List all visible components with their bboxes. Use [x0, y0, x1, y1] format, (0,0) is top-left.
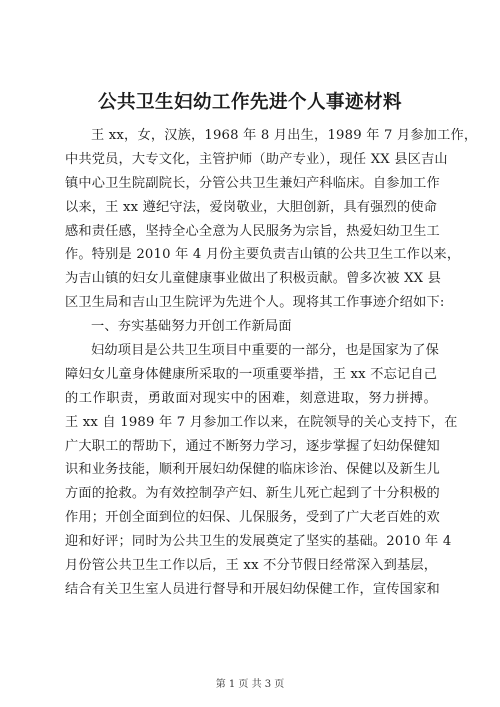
document-body: [65, 124, 478, 602]
text-line: 镇中心卫生院副院长，分管公共卫生兼妇产科临床。自参加工作: [65, 175, 440, 191]
text-line: 感和责任感，坚持全心全意为人民服务为宗旨，热爱妇幼卫生工: [65, 223, 440, 239]
text-line: 中共党员，大专文化，主管护师（助产专业），现任 XX 县区吉山: [65, 151, 448, 167]
text-line: 的工作职责，勇敢面对现实中的困难，刻意进取，努力拼搏。: [65, 390, 437, 406]
text-line: 方面的抢救。为有效控制孕产妇、新生儿死亡起到了十分积极的: [65, 486, 440, 502]
text-line: 迎和好评；同时为公共卫生的发展奠定了坚实的基础。2010 年 4: [65, 534, 452, 550]
section-heading: 一、夯实基础努力开创工作新局面: [91, 319, 292, 335]
text-line: 广大职工的帮助下，通过不断努力学习，逐步掌握了妇幼保健知: [65, 438, 440, 454]
text-line: 结合有关卫生室人员进行督导和开展妇幼保健工作，宣传国家和: [65, 581, 440, 597]
text-line: 区卫生局和吉山卫生院评为先进个人。现将其工作事迹介绍如下:: [65, 295, 445, 311]
text-line: 以来，王 xx 遵纪守法，爱岗敬业，大胆创新，具有强烈的使命: [65, 199, 438, 215]
text-line: 妇幼项目是公共卫生项目中重要的一部分，也是国家为了保: [91, 343, 440, 359]
text-line: 作。特别是 2010 年 4 月份主要负责吉山镇的公共卫生工作以来，: [65, 247, 461, 263]
text-line: 作用；开创全面到位的妇保、儿保服务，受到了广大老百姓的欢: [65, 510, 440, 526]
text-line: 月份管公共卫生工作以后，王 xx 不分节假日经常深入到基层，: [65, 558, 438, 574]
text-line: 识和业务技能，顺利开展妇幼保健的临床诊治、保健以及新生儿: [65, 462, 440, 478]
text-line: 王 xx，女，汉族，1968 年 8 月出生，1989 年 7 月参加工作，: [91, 128, 478, 143]
page-footer: 第 1 页 共 3 页: [215, 679, 285, 690]
text-line: 王 xx 自 1989 年 7 月参加工作以来，在院领导的关心支持下，在: [65, 414, 458, 430]
document-title: 公共卫生妇幼工作先进个人事迹材料: [97, 92, 402, 113]
text-line: 障妇女儿童身体健康所采取的一项重要举措，王 xx 不忘记自己: [65, 366, 438, 382]
text-line: 为吉山镇的妇女儿童健康事业做出了积极贡献。曾多次被 XX 县: [65, 271, 442, 287]
